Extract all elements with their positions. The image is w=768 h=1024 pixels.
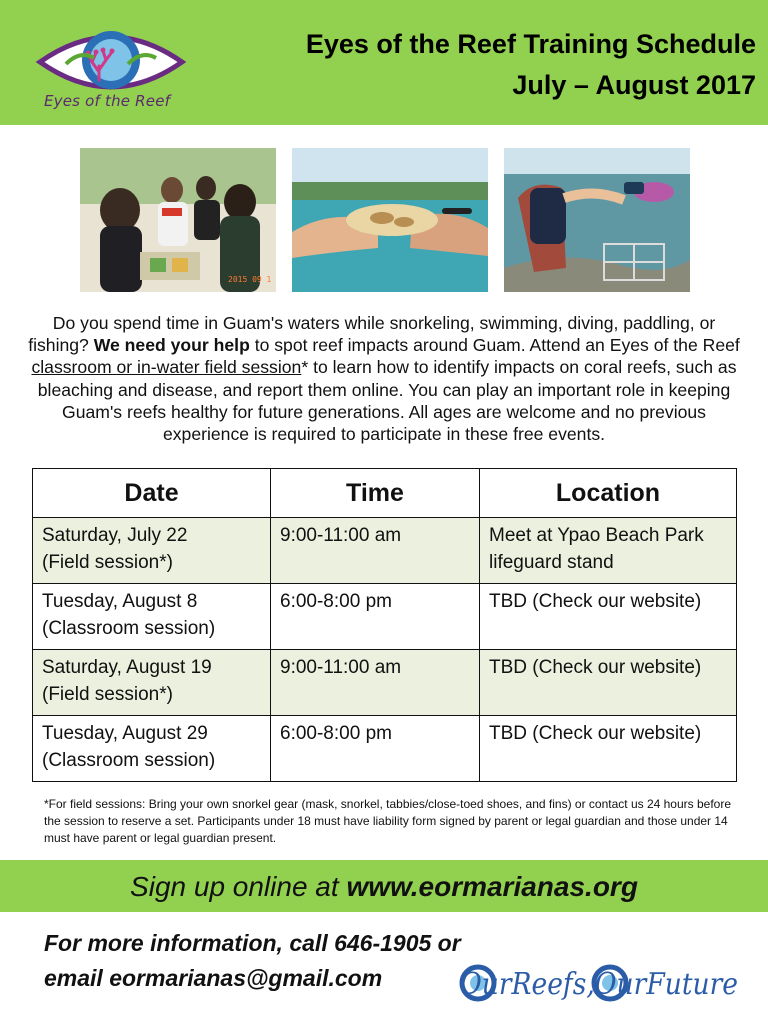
page-title bbox=[306, 24, 756, 106]
table-row bbox=[33, 716, 737, 782]
time-cell: 6:00-8:00 pm bbox=[271, 584, 480, 650]
time-cell: 6:00-8:00 pm bbox=[271, 716, 480, 782]
title-line-1: Eyes of the Reef Training Schedule bbox=[305, 29, 756, 59]
session-date: Saturday, July 22 bbox=[42, 525, 188, 546]
column-header-location: Location bbox=[480, 469, 737, 518]
date-cell bbox=[33, 518, 271, 584]
contact-email-line: email eormarianas@gmail.com bbox=[44, 965, 383, 991]
intro-underlined: classroom or in-water field session bbox=[31, 357, 302, 378]
session-type: (Classroom session) bbox=[42, 618, 216, 639]
intro-paragraph bbox=[26, 312, 742, 445]
time-cell: 9:00-11:00 am bbox=[271, 650, 480, 716]
location-cell bbox=[480, 650, 737, 716]
title-line-2: July – August 2017 bbox=[512, 70, 756, 100]
photo-timestamp: 2015 09 1 bbox=[228, 275, 272, 284]
date-cell bbox=[33, 584, 271, 650]
column-header-date: Date bbox=[33, 469, 271, 518]
contact-info bbox=[44, 926, 461, 996]
logo-wordmark: Eyes of the Reef bbox=[44, 92, 171, 110]
intro-text-1: Do you spend time in Guam's waters while snorkeling, swimming, diving, paddling, or fishing? bbox=[28, 313, 716, 356]
location-line-1: Meet at Ypao Beach Park bbox=[489, 525, 704, 546]
our-reefs-our-future-logo bbox=[458, 958, 740, 1006]
signup-prefix: Sign up online at bbox=[130, 871, 347, 902]
column-header-time: Time bbox=[271, 469, 480, 518]
location-line-1: TBD (Check our website) bbox=[489, 591, 702, 612]
location-line-2: lifeguard stand bbox=[489, 552, 614, 573]
table-row bbox=[33, 650, 737, 716]
location-cell bbox=[480, 518, 737, 584]
session-date: Saturday, August 19 bbox=[42, 657, 212, 678]
location-line-1: TBD (Check our website) bbox=[489, 723, 702, 744]
table-header-row bbox=[33, 469, 737, 518]
location-cell bbox=[480, 584, 737, 650]
date-cell bbox=[33, 650, 271, 716]
table-row bbox=[33, 584, 737, 650]
signup-url-link[interactable]: www.eormarianas.org bbox=[346, 871, 638, 902]
classroom-group-photo bbox=[80, 148, 276, 292]
snorkel-survey-photo bbox=[504, 148, 690, 292]
contact-phone-line: For more information, call 646-1905 or bbox=[44, 930, 461, 956]
session-type: (Field session*) bbox=[42, 684, 173, 705]
time-cell: 9:00-11:00 am bbox=[271, 518, 480, 584]
slogan-text: OurReefs,OurFuture bbox=[460, 967, 738, 1002]
session-date: Tuesday, August 8 bbox=[42, 591, 198, 612]
session-date: Tuesday, August 29 bbox=[42, 723, 208, 744]
session-type: (Field session*) bbox=[42, 552, 173, 573]
signup-band bbox=[0, 860, 768, 912]
intro-text-2: to spot reef impacts around Guam. Attend an Eyes of the Reef bbox=[249, 335, 740, 356]
header-band bbox=[0, 0, 768, 125]
date-cell bbox=[33, 716, 271, 782]
intro-emphasis: We need your help bbox=[93, 335, 250, 356]
location-cell bbox=[480, 716, 737, 782]
coral-in-hands-photo bbox=[292, 148, 488, 292]
intro-text-3: * to learn how to identify impacts on coral reefs, such as bleaching and disease, and report them online. You can play an important role in keeping Guam's reefs healthy for future generations. All ages are welcome and no previous experience is required to participate in these free events. bbox=[37, 357, 737, 445]
field-session-footnote: *For field sessions: Bring your own snorkel gear (mask, snorkel, tabbies/close-toed shoes, and fins) or contact us 24 hours before the session to reserve a set. Participants under 18 must have liability form signed by parent or legal guardian and those under 14 must have parent or legal guardian present. bbox=[44, 797, 732, 845]
session-type: (Classroom session) bbox=[42, 750, 216, 771]
schedule-table bbox=[32, 468, 737, 782]
table-row bbox=[33, 518, 737, 584]
location-line-1: TBD (Check our website) bbox=[489, 657, 702, 678]
